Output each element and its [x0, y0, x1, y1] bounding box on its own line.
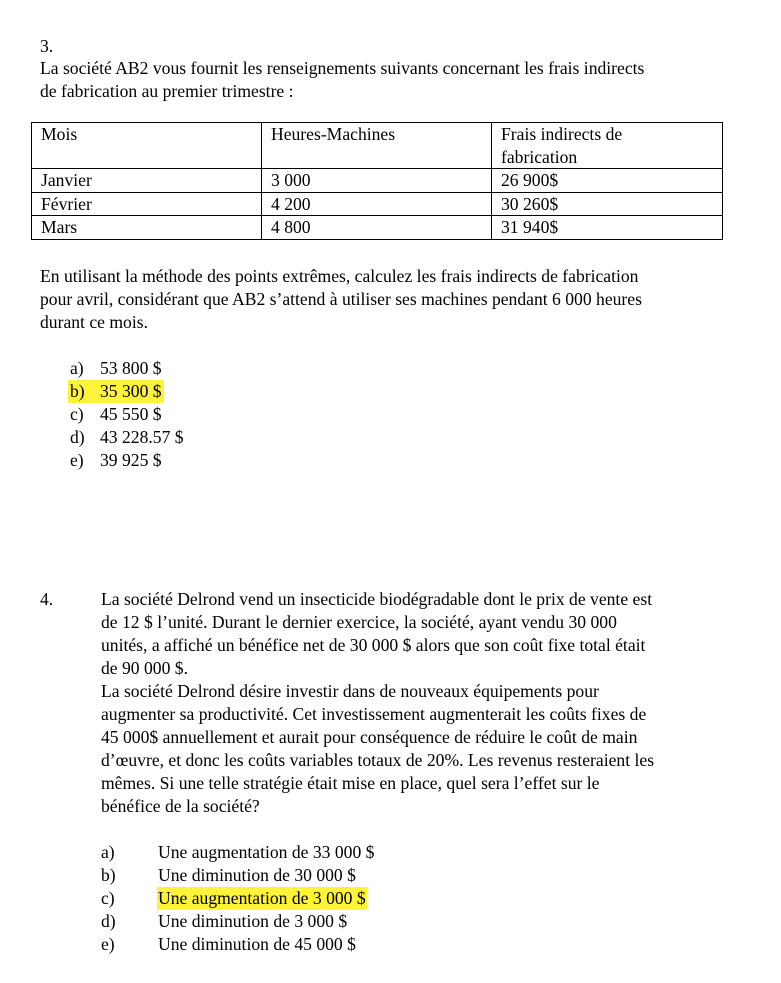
q4-option-e: [101, 933, 501, 956]
table-cell: 4 800: [262, 216, 492, 240]
option-label: a): [70, 358, 84, 378]
q4-para-line: unités, a affiché un bénéfice net de 30 000 $ alors que son coût fixe total était: [101, 635, 646, 655]
q3-option-e: [70, 449, 162, 472]
q3-option-a: [70, 357, 162, 380]
option-label: e): [101, 934, 115, 954]
q4-number: 4.: [40, 589, 54, 609]
table-header-row: [32, 123, 723, 169]
q4-para-line: augmenter sa productivité. Cet investissement augmenterait les coûts fixes de: [101, 704, 647, 724]
q4-option-d: [101, 910, 501, 933]
table-cell: Janvier: [32, 169, 262, 193]
header-frais: Frais indirects de: [501, 124, 623, 144]
table-cell: 26 900$: [492, 169, 723, 193]
option-label: c): [70, 404, 84, 424]
option-label: e): [70, 450, 84, 470]
header-cell-frais: [492, 123, 723, 169]
q3-option-b-highlighted: [68, 380, 164, 403]
option-text: 43 228.57 $: [100, 427, 184, 447]
option-label: d): [70, 427, 85, 447]
q4-option-b: [101, 864, 501, 887]
table-cell: Mars: [32, 216, 262, 240]
option-label: b): [101, 865, 116, 885]
q3-intro-line: La société AB2 vous fournit les renseignements suivants concernant les frais indirects: [40, 58, 645, 78]
table-row: [32, 169, 723, 193]
table-row: [32, 216, 723, 240]
q4-para-line: La société Delrond vend un insecticide biodégradable dont le prix de vente est: [101, 589, 653, 609]
header-heures-machines: Heures-Machines: [271, 124, 396, 144]
table-cell: 31 940$: [492, 216, 723, 240]
header-frais-line2: fabrication: [501, 146, 578, 167]
header-mois: Mois: [41, 124, 78, 144]
table-cell: 30 260$: [492, 192, 723, 216]
q4-para-line: mêmes. Si une telle stratégie était mise en place, quel sera l’effet sur le: [101, 773, 600, 793]
q4-para-line: La société Delrond désire investir dans de nouveaux équipements pour: [101, 681, 599, 701]
q3-option-c: [70, 403, 162, 426]
option-label: c): [101, 888, 115, 908]
q4-option-a: [101, 841, 501, 864]
q4-para-line: de 12 $ l’unité. Durant le dernier exercice, la société, ayant vendu 30 000: [101, 612, 617, 632]
q3-question-line: durant ce mois.: [40, 312, 148, 332]
q3-number: 3.: [40, 36, 54, 56]
option-text: 45 550 $: [100, 404, 162, 424]
table-cell: Février: [32, 192, 262, 216]
option-text: Une diminution de 3 000 $: [158, 911, 348, 931]
option-label: a): [101, 842, 115, 862]
q3-option-d: [70, 426, 184, 449]
q4-para-line: 45 000$ annuellement et aurait pour conséquence de réduire le coût de main: [101, 727, 638, 747]
table-cell: 4 200: [262, 192, 492, 216]
header-cell-heures: [262, 123, 492, 169]
q4-para-line: de 90 000 $.: [101, 658, 188, 678]
q4-para-line: d’œuvre, et donc les coûts variables totaux de 20%. Les revenus resteraient les: [101, 750, 655, 770]
option-text-highlighted: Une augmentation de 3 000 $: [158, 888, 366, 908]
option-text: Une augmentation de 33 000 $: [158, 842, 375, 862]
header-cell-mois: [32, 123, 262, 169]
q3-intro-line: de fabrication au premier trimestre :: [40, 81, 294, 101]
q4-para-line: bénéfice de la société?: [101, 796, 260, 816]
q3-question-line: pour avril, considérant que AB2 s’attend à utiliser ses machines pendant 6 000 heures: [40, 289, 642, 309]
option-text: Une diminution de 30 000 $: [158, 865, 356, 885]
option-text: Une diminution de 45 000 $: [158, 934, 356, 954]
q4-option-c: [101, 887, 501, 910]
option-text: 39 925 $: [100, 450, 162, 470]
option-text: 35 300 $: [100, 381, 162, 401]
option-label: d): [101, 911, 116, 931]
q3-data-table: [31, 122, 723, 240]
option-text: 53 800 $: [100, 358, 162, 378]
option-label: b): [70, 381, 85, 401]
q3-question-line: En utilisant la méthode des points extrêmes, calculez les frais indirects de fabrication: [40, 266, 639, 286]
table-row: [32, 192, 723, 216]
table-cell: 3 000: [262, 169, 492, 193]
